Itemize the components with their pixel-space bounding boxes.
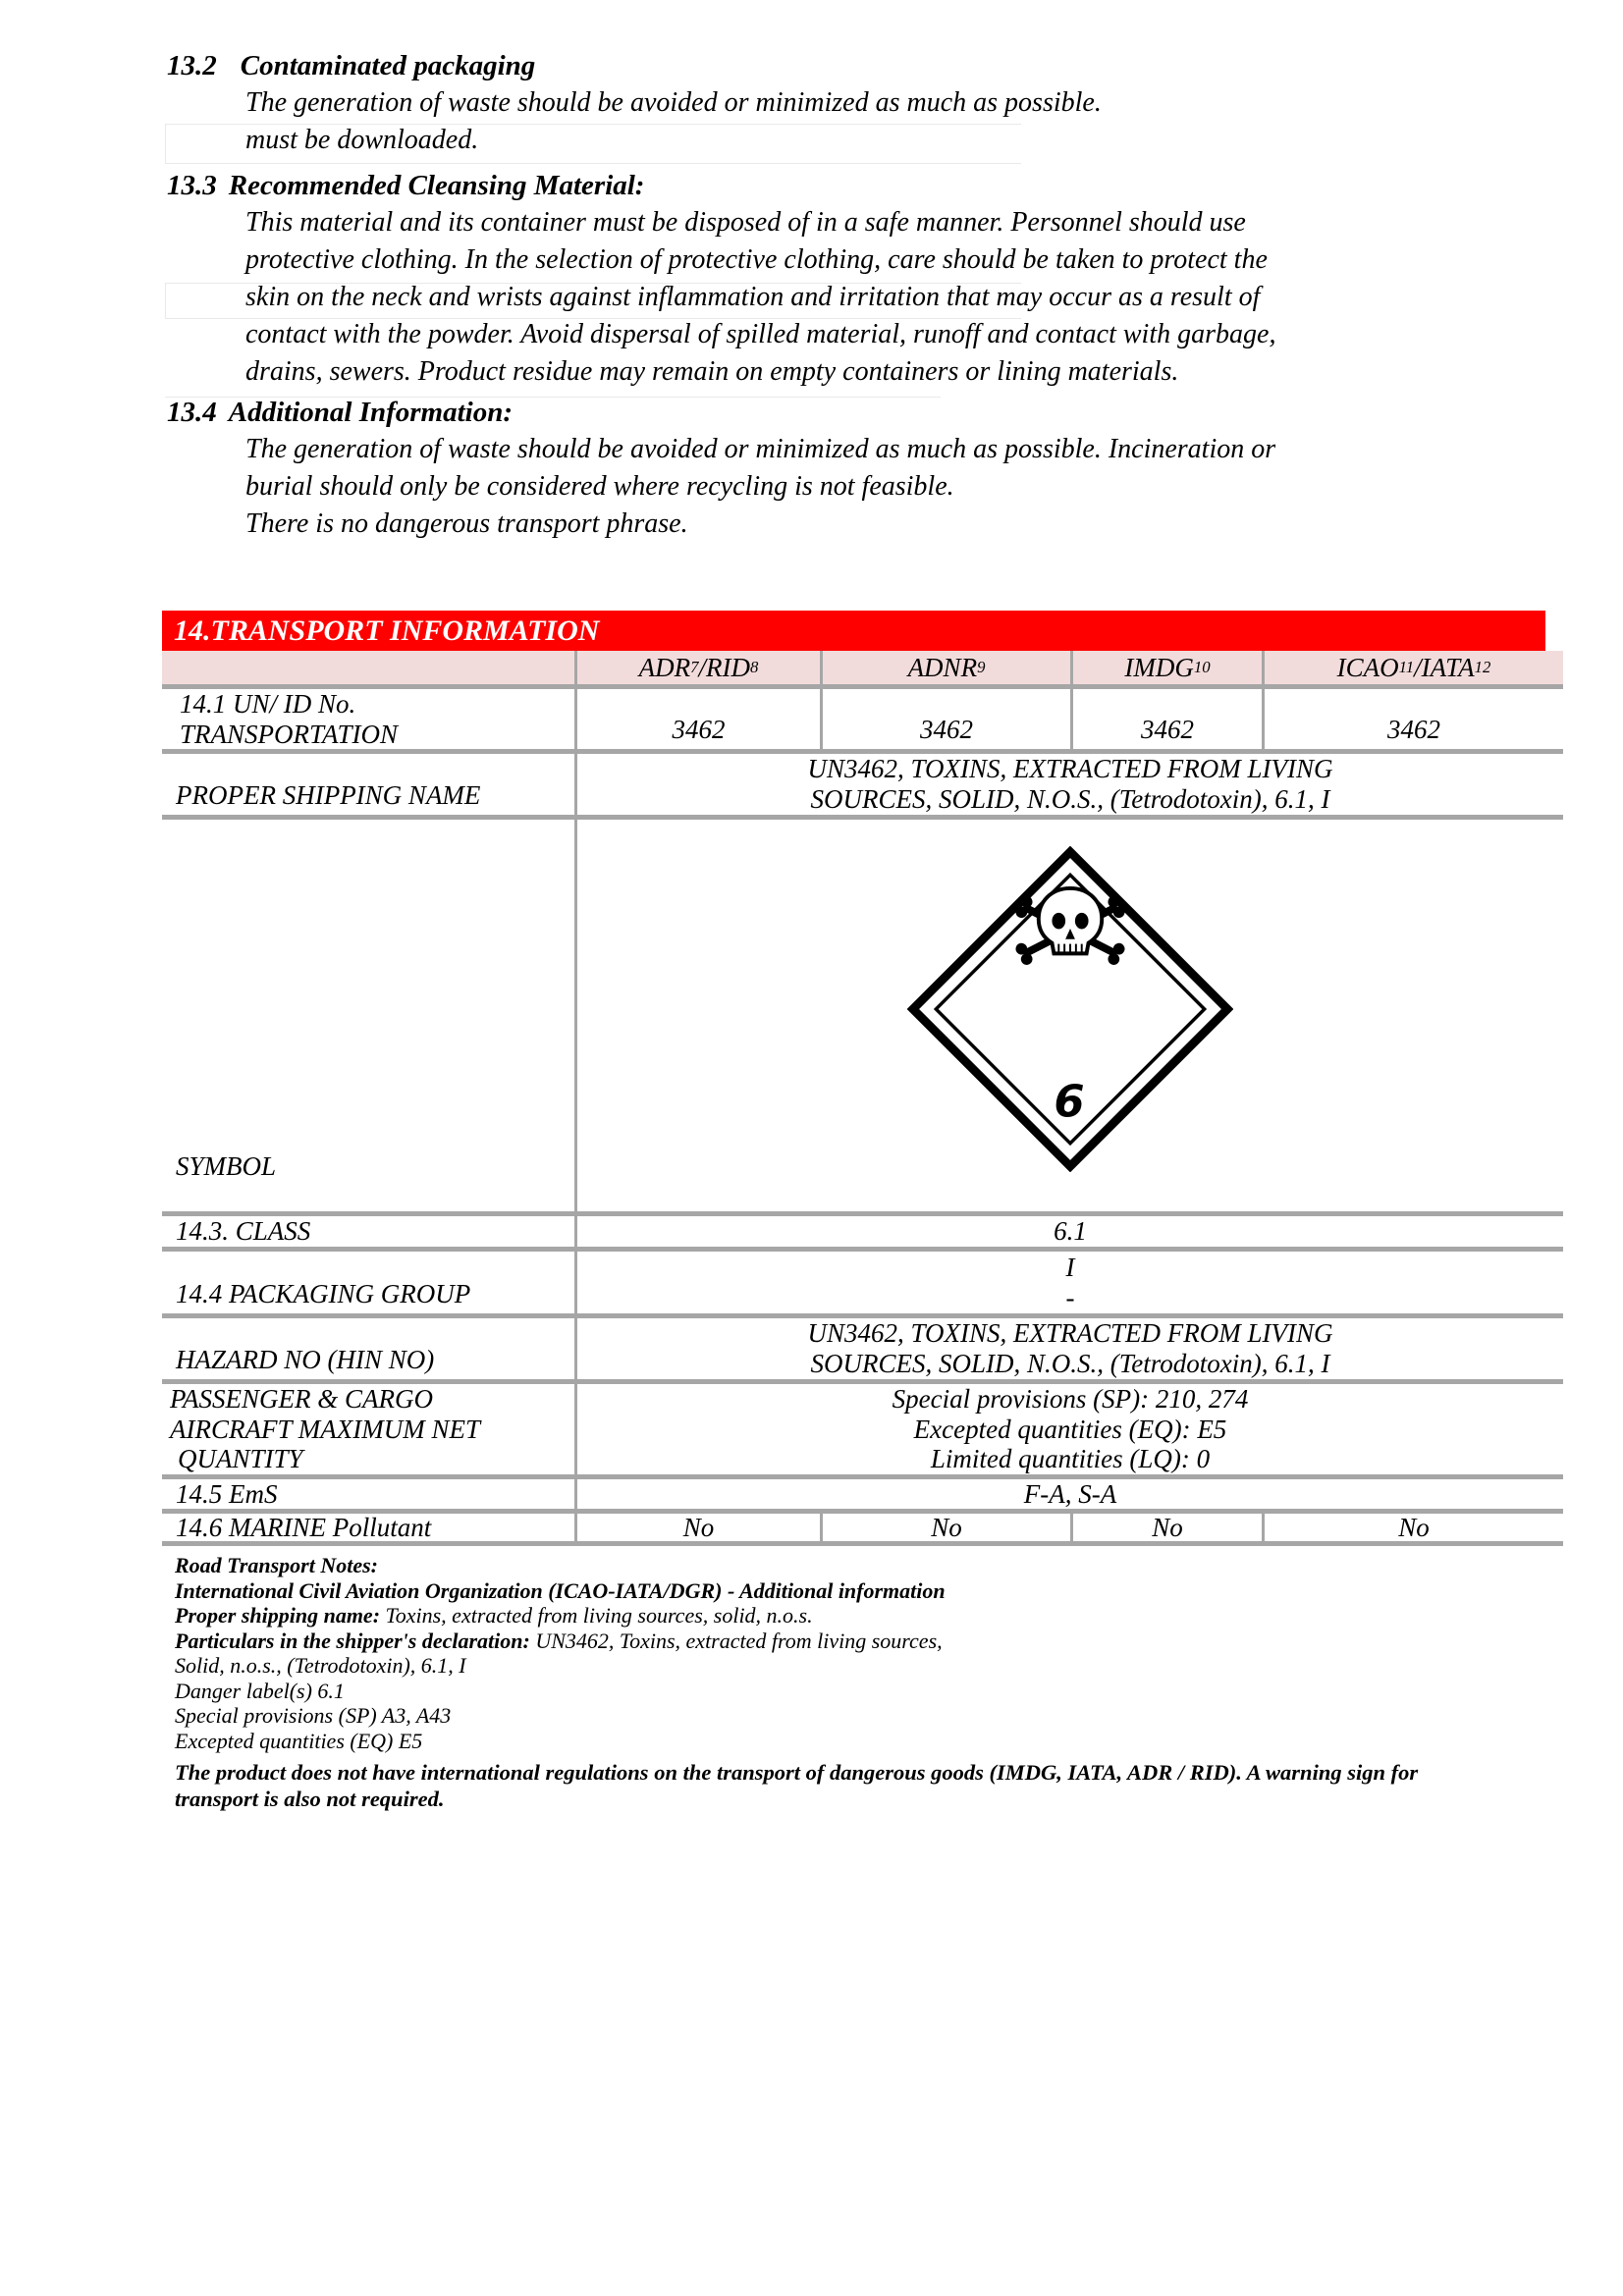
no-regulations-statement: The product does not have international regulations on the transport of dangerous goods (IMDG, IATA, ADR / RID). A warning sign for transport is also not required. [175,1760,1419,1811]
paragraph-line: The generation of waste should be avoided or minimized as much as possible. [245,87,1102,118]
un-number-cell: 3462 [1070,689,1262,749]
un-number-cell: 3462 [1262,689,1563,749]
special-provisions-note: Special provisions (SP) A3, A43 [175,1703,452,1728]
heading-13-4 [167,394,1483,431]
ghost-grid-line [165,283,166,319]
hazard-no-cell: UN3462, TOXINS, EXTRACTED FROM LIVING SOURCES, SOLID, N.O.S., (Tetrodotoxin), 6.1, I [574,1318,1563,1379]
paragraph-line: burial should only be considered where recycling is not feasible. [245,471,954,502]
paragraph-line: protective clothing. In the selection of protective clothing, care should be taken to protect the [245,244,1268,275]
paragraph-line: The generation of waste should be avoided or minimized as much as possible. Incineration or [245,434,1276,464]
shipper-declaration-continued: Solid, n.o.s., (Tetrodotoxin), 6.1, I [175,1653,466,1678]
section-title: Recommended Cleansing Material: [228,170,645,201]
marine-pollutant-cell: No [574,1514,820,1541]
row-label: 14.6 MARINE Pollutant [176,1512,432,1542]
column-header-adr-rid: ADR 7 /RID 8 [574,651,820,684]
table-row-class [162,1216,1563,1252]
row-label: PASSENGER & CARGO AIRCRAFT MAXIMUM NET QUANTITY [170,1384,480,1474]
row-label: 14.1 UN/ ID No. TRANSPORTATION [180,688,399,749]
heading-13-2 [167,47,1483,84]
packaging-group-cell: I - [574,1252,1563,1313]
section-title: Contaminated packaging [240,50,536,81]
row-label: 14.4 PACKAGING GROUP [176,1279,471,1308]
table-row-ems [162,1479,1563,1514]
un-number-cell: 3462 [820,689,1070,749]
marine-pollutant-cell: No [1070,1514,1262,1541]
row-label: 14.3. CLASS [176,1216,311,1246]
table-row-hazard-no [162,1318,1563,1384]
paragraph-line: must be downloaded. [245,125,479,155]
section-number: 13.3 [167,170,217,201]
section-number: 13.4 [167,397,217,428]
transport-information-table [162,651,1563,1546]
row-label: SYMBOL [176,1151,277,1181]
section-number: 13.2 [167,50,217,81]
table-row-proper-shipping-name [162,754,1563,820]
row-label: 14.5 EmS [176,1478,278,1509]
ems-value-cell: F-A, S-A [574,1479,1563,1509]
danger-label-note: Danger label(s) 6.1 [175,1678,345,1703]
proper-shipping-name-cell: UN3462, TOXINS, EXTRACTED FROM LIVING SOURCES, SOLID, N.O.S., (Tetrodotoxin), 6.1, I [574,754,1563,815]
table-row-aircraft-quantity [162,1384,1563,1479]
column-header-imdg: IMDG 10 [1070,651,1262,684]
road-transport-notes [175,1553,1427,1812]
table-row-un-id [162,689,1563,754]
notes-heading: Road Transport Notes: [175,1553,378,1577]
paragraph-line: skin on the neck and wrists against inflammation and irritation that may occur as a result of [245,282,1261,312]
heading-13-3 [167,167,1483,204]
header-blank-cell [162,651,574,684]
excepted-quantities-note: Excepted quantities (EQ) E5 [175,1728,423,1753]
column-header-adnr: ADNR 9 [820,651,1070,684]
table-row-packaging-group [162,1252,1563,1318]
icao-heading: International Civil Aviation Organization (ICAO-IATA/DGR) - Additional information [175,1577,946,1603]
table-row-symbol [162,820,1563,1216]
section-14-banner: 14.TRANSPORT INFORMATION [162,611,1545,651]
hazard-symbol-cell [574,820,1563,1211]
paragraph-line: This material and its container must be disposed of in a safe manner. Personnel should use [245,207,1246,238]
class-number-label: 6 [1054,1075,1085,1128]
paragraph-line: contact with the powder. Avoid dispersal of spilled material, runoff and contact with garbage, [245,319,1276,349]
paragraph-line: There is no dangerous transport phrase. [245,508,688,539]
table-row-marine-pollutant [162,1514,1563,1546]
marine-pollutant-cell: No [1262,1514,1563,1541]
class-value-cell: 6.1 [574,1216,1563,1247]
column-header-icao-iata: ICAO 11 /IATA 12 [1262,651,1563,684]
class-6-toxic-diamond-icon [907,846,1233,1172]
section-13-disposal [167,47,1483,543]
shipper-declaration-note: Particulars in the shipper's declaration: UN3462, Toxins, extracted from living sources, [175,1628,943,1653]
section-title: Additional Information: [228,397,514,428]
row-label: HAZARD NO (HIN NO) [176,1345,435,1374]
aircraft-quantity-cell: Special provisions (SP): 210, 274 Excepted quantities (EQ): E5 Limited quantities (LQ): 0 [574,1384,1563,1474]
paragraph-line: drains, sewers. Product residue may remain on empty containers or lining materials. [245,356,1179,387]
proper-shipping-name-note: Proper shipping name: Toxins, extracted from living sources, solid, n.o.s. [175,1603,813,1628]
row-label: PROPER SHIPPING NAME [176,780,481,810]
ghost-grid-line [165,124,166,164]
table-header-row [162,651,1563,689]
un-number-cell: 3462 [574,689,820,749]
marine-pollutant-cell: No [820,1514,1070,1541]
